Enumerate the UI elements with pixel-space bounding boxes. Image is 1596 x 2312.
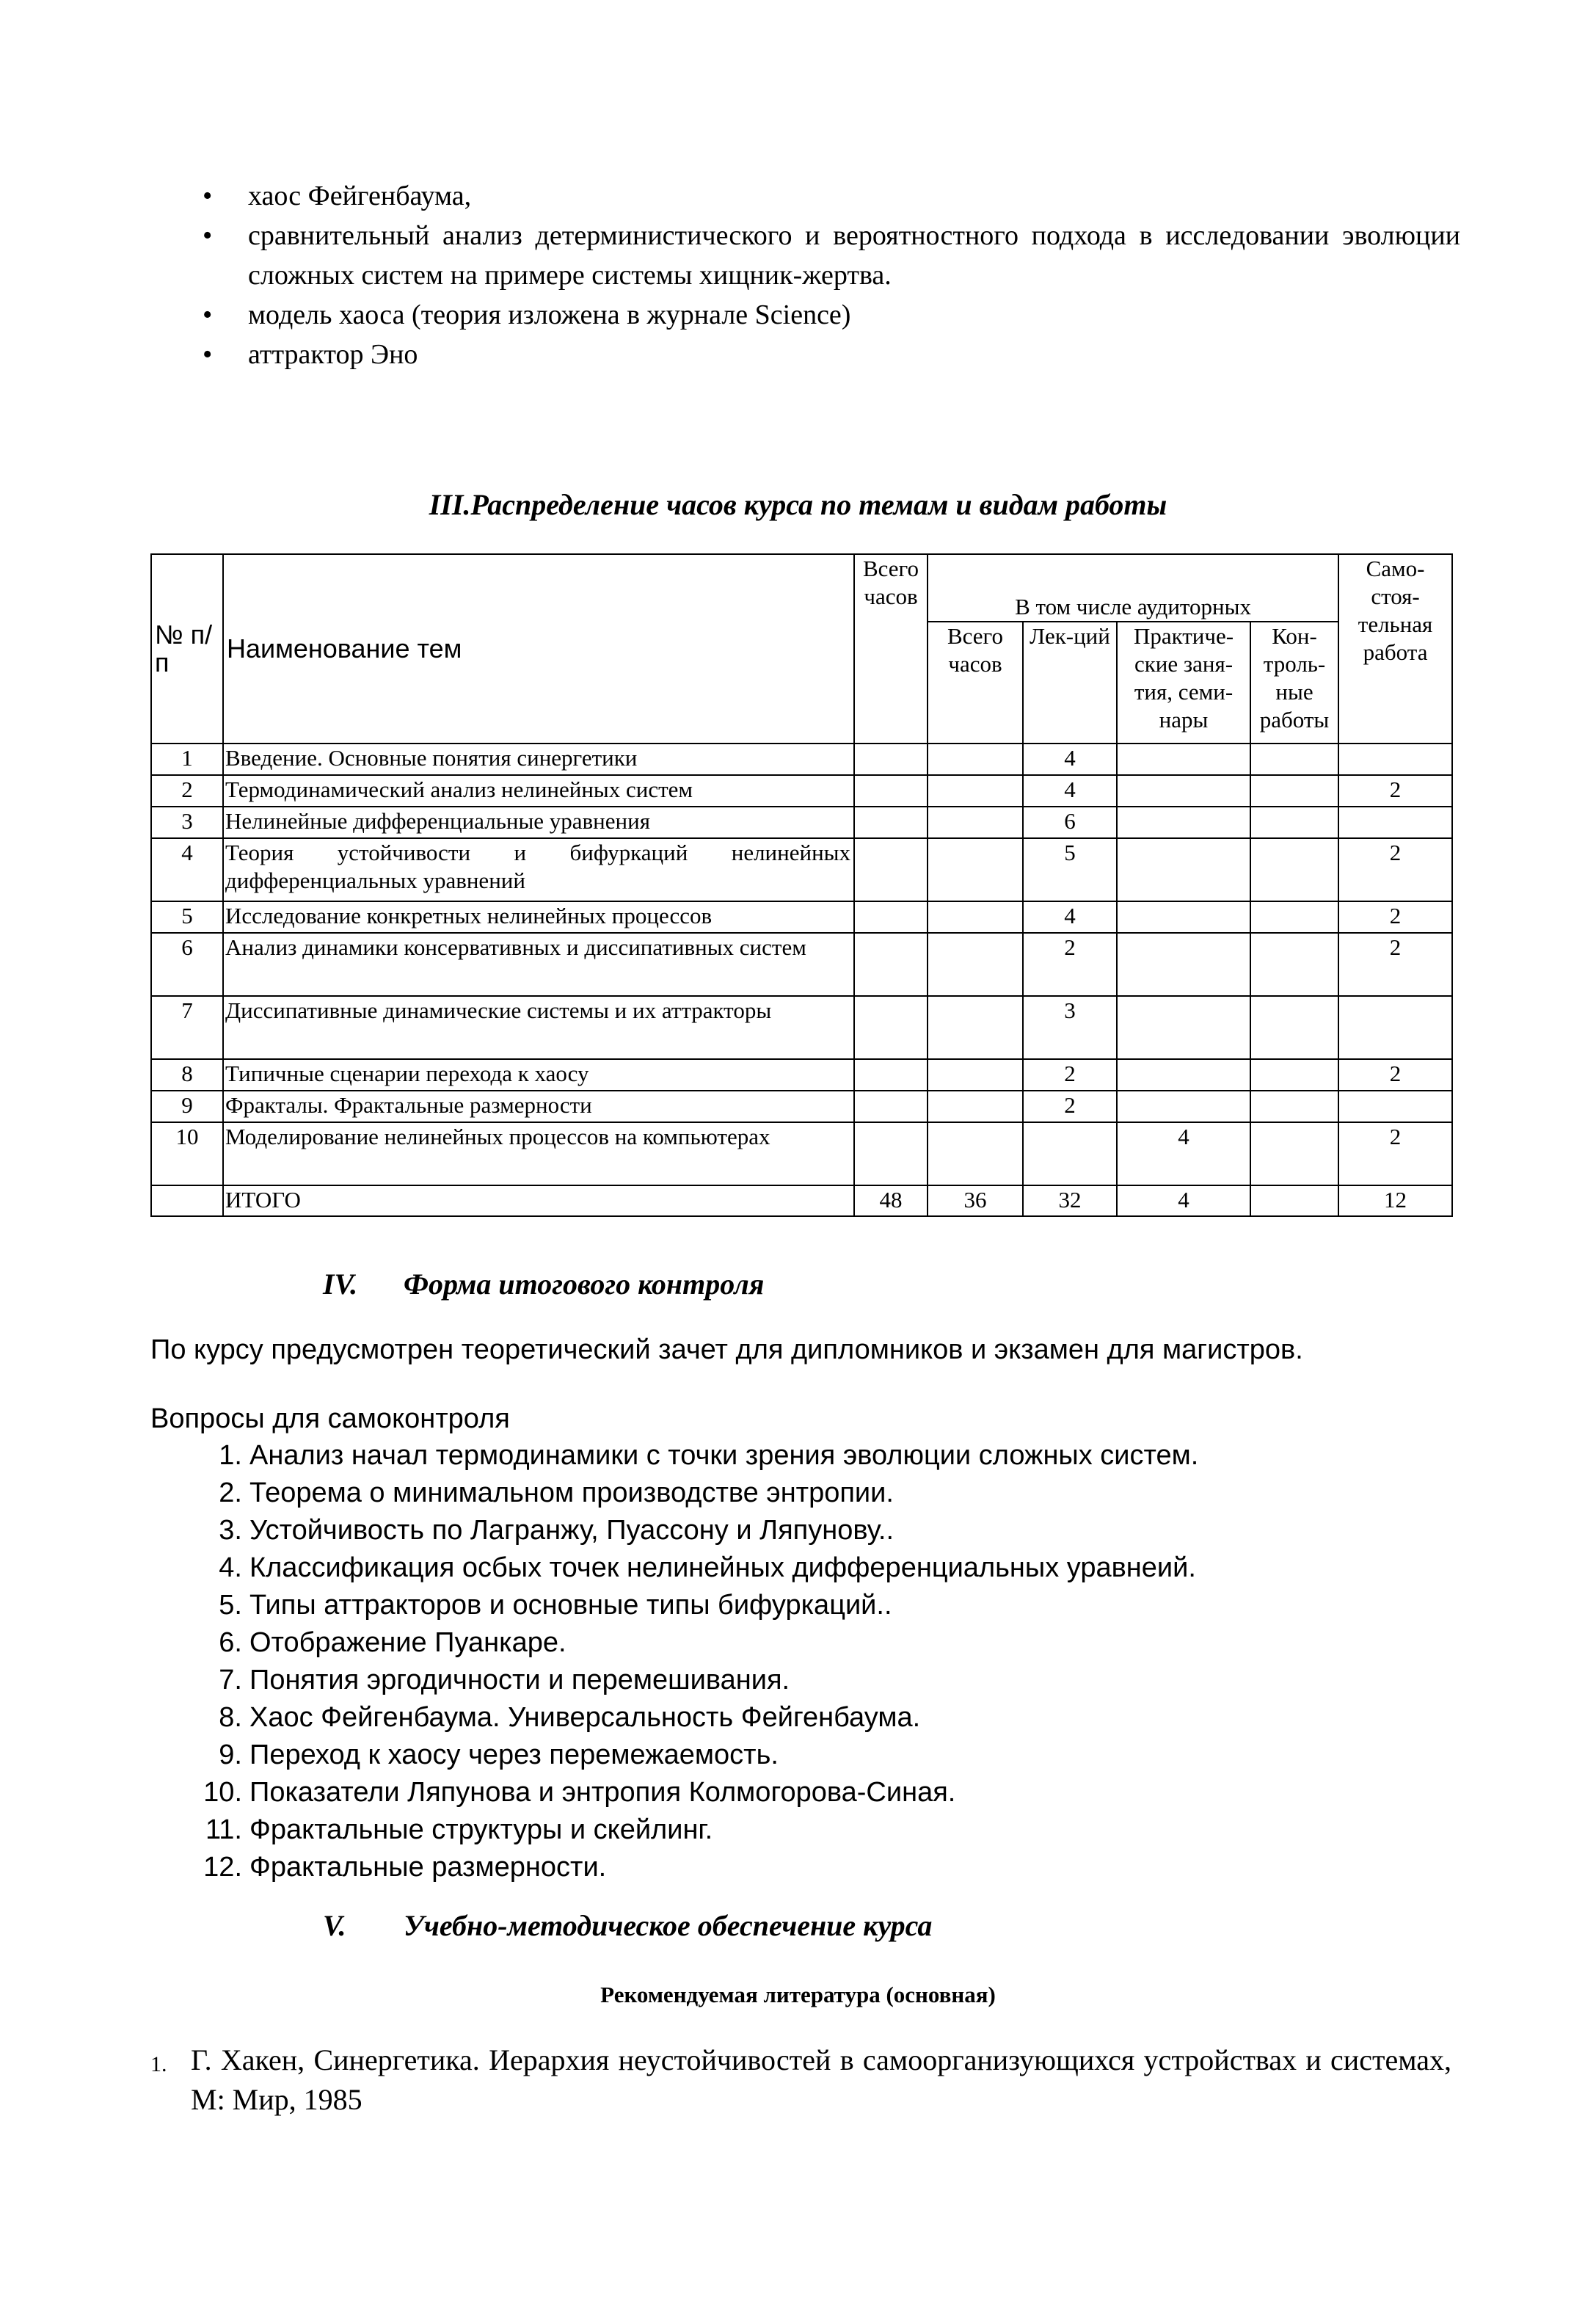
cell-total bbox=[854, 933, 928, 996]
question-number: 4. bbox=[219, 1552, 242, 1583]
cell-total bbox=[854, 775, 928, 807]
question-number: 3. bbox=[219, 1515, 242, 1546]
cell-ctrl bbox=[1250, 1091, 1338, 1122]
question-text: Типы аттракторов и основные типы бифуркаций.. bbox=[249, 1590, 892, 1621]
cell-total bbox=[854, 1122, 928, 1185]
cell-name: Диссипативные динамические системы и их аттракторы bbox=[223, 996, 854, 1059]
section-5-title: Учебно-методическое обеспечение курса bbox=[404, 1909, 933, 1942]
bullet-list bbox=[198, 176, 1460, 374]
cell-name: Типичные сценарии перехода к хаосу bbox=[223, 1059, 854, 1091]
reference-number: 1. bbox=[150, 2052, 167, 2076]
question-number: 5. bbox=[219, 1590, 242, 1621]
cell-aud bbox=[928, 996, 1023, 1059]
header-aud-total: Всего часов bbox=[928, 622, 1023, 744]
cell-self: 12 bbox=[1338, 1185, 1452, 1216]
cell-aud bbox=[928, 838, 1023, 901]
question-number: 11. bbox=[205, 1814, 242, 1845]
cell-num: 8 bbox=[151, 1059, 223, 1091]
table-row bbox=[151, 996, 1452, 1059]
cell-self: 2 bbox=[1338, 775, 1452, 807]
question-text: Отображение Пуанкаре. bbox=[249, 1627, 566, 1658]
bullet-item: • сравнительный анализ детерминистического и вероятностного подхода в исследовании эволюции сложных систем на примере системы хищник-жертва. bbox=[198, 216, 1460, 295]
cell-ctrl bbox=[1250, 901, 1338, 933]
cell-aud bbox=[928, 1059, 1023, 1091]
cell-name: Исследование конкретных нелинейных процессов bbox=[223, 901, 854, 933]
cell-self bbox=[1338, 1091, 1452, 1122]
cell-lec: 2 bbox=[1023, 1059, 1117, 1091]
list-item bbox=[198, 1437, 1198, 1475]
question-text: Классификация осбых точек нелинейных дифференциальных уравнеий. bbox=[249, 1552, 1196, 1583]
cell-aud bbox=[928, 744, 1023, 775]
cell-total bbox=[854, 901, 928, 933]
cell-aud: 36 bbox=[928, 1185, 1023, 1216]
cell-num: 6 bbox=[151, 933, 223, 996]
cell-name: ИТОГО bbox=[223, 1185, 854, 1216]
cell-num: 1 bbox=[151, 744, 223, 775]
cell-name: Введение. Основные понятия синергетики bbox=[223, 744, 854, 775]
list-item bbox=[198, 1587, 1198, 1624]
list-item bbox=[198, 1624, 1198, 1662]
cell-lec: 6 bbox=[1023, 807, 1117, 838]
cell-prac bbox=[1117, 1091, 1250, 1122]
table-row bbox=[151, 933, 1452, 996]
list-item bbox=[198, 1549, 1198, 1587]
cell-ctrl bbox=[1250, 1185, 1338, 1216]
header-lectures: Лек-ций bbox=[1023, 622, 1117, 744]
list-item bbox=[198, 1737, 1198, 1774]
cell-name: Нелинейные дифференциальные уравнения bbox=[223, 807, 854, 838]
cell-total: 48 bbox=[854, 1185, 928, 1216]
list-item bbox=[198, 1849, 1198, 1886]
table-row bbox=[151, 1091, 1452, 1122]
cell-total bbox=[854, 1091, 928, 1122]
question-text: Понятия эргодичности и перемешивания. bbox=[249, 1665, 790, 1695]
bullet-item: • аттрактор Эно bbox=[198, 335, 1460, 374]
cell-num: 2 bbox=[151, 775, 223, 807]
cell-ctrl bbox=[1250, 996, 1338, 1059]
cell-prac bbox=[1117, 744, 1250, 775]
cell-total bbox=[854, 744, 928, 775]
cell-self: 2 bbox=[1338, 901, 1452, 933]
table-row bbox=[151, 744, 1452, 775]
question-text: Переход к хаосу через перемежаемость. bbox=[249, 1740, 779, 1770]
section-3-title: III.Распределение часов курса по темам и видам работы bbox=[429, 488, 1167, 521]
question-number: 6. bbox=[219, 1627, 242, 1658]
cell-aud bbox=[928, 933, 1023, 996]
section-4-title: Форма итогового контроля bbox=[404, 1268, 765, 1301]
cell-prac bbox=[1117, 933, 1250, 996]
table-row bbox=[151, 1122, 1452, 1185]
cell-prac bbox=[1117, 807, 1250, 838]
cell-self: 2 bbox=[1338, 933, 1452, 996]
cell-name: Анализ динамики консервативных и диссипативных систем bbox=[223, 933, 854, 996]
header-control: Кон-троль-ные работы bbox=[1250, 622, 1338, 744]
list-item bbox=[198, 1662, 1198, 1699]
list-item bbox=[198, 1475, 1198, 1512]
header-name: Наименование тем bbox=[223, 554, 854, 744]
bullet-item: • хаос Фейгенбаума, bbox=[198, 176, 1460, 216]
table-row bbox=[151, 775, 1452, 807]
bullet-item: • модель хаоса (теория изложена в журнале Science) bbox=[198, 295, 1460, 335]
cell-prac bbox=[1117, 838, 1250, 901]
question-text: Хаос Фейгенбаума. Универсальность Фейгенбаума. bbox=[249, 1702, 921, 1733]
cell-prac bbox=[1117, 1059, 1250, 1091]
cell-name: Теория устойчивости и бифуркаций нелинейных дифференциальных уравнений bbox=[223, 838, 854, 901]
cell-ctrl bbox=[1250, 838, 1338, 901]
cell-ctrl bbox=[1250, 775, 1338, 807]
cell-num: 7 bbox=[151, 996, 223, 1059]
reference-item bbox=[150, 2040, 1451, 2120]
total-row bbox=[151, 1185, 1452, 1216]
question-number: 12. bbox=[203, 1852, 242, 1883]
cell-lec bbox=[1023, 1122, 1117, 1185]
table-row bbox=[151, 807, 1452, 838]
reference-text: Г. Хакен, Синергетика. Иерархия неустойчивостей в самоорганизующихся устройствах и системах, М: Мир, 1985 bbox=[191, 2043, 1451, 2116]
question-text: Устойчивость по Лагранжу, Пуассону и Ляпунову.. bbox=[249, 1515, 894, 1546]
cell-total bbox=[854, 1059, 928, 1091]
cell-lec: 2 bbox=[1023, 933, 1117, 996]
table-row bbox=[151, 901, 1452, 933]
cell-lec: 2 bbox=[1023, 1091, 1117, 1122]
cell-self: 2 bbox=[1338, 1059, 1452, 1091]
question-number: 10. bbox=[203, 1777, 242, 1808]
cell-ctrl bbox=[1250, 744, 1338, 775]
cell-total bbox=[854, 996, 928, 1059]
cell-total bbox=[854, 807, 928, 838]
literature-title: Рекомендуемая литература (основная) bbox=[600, 1982, 996, 2007]
cell-aud bbox=[928, 1122, 1023, 1185]
header-practice: Практиче-ские заня-тия, семи-нары bbox=[1117, 622, 1250, 744]
cell-prac bbox=[1117, 775, 1250, 807]
cell-lec: 4 bbox=[1023, 744, 1117, 775]
cell-name: Фракталы. Фрактальные размерности bbox=[223, 1091, 854, 1122]
cell-ctrl bbox=[1250, 807, 1338, 838]
cell-aud bbox=[928, 1091, 1023, 1122]
cell-name: Моделирование нелинейных процессов на компьютерах bbox=[223, 1122, 854, 1185]
cell-self bbox=[1338, 744, 1452, 775]
question-text: Показатели Ляпунова и энтропия Колмогорова-Синая. bbox=[249, 1777, 956, 1808]
cell-lec: 4 bbox=[1023, 901, 1117, 933]
cell-prac bbox=[1117, 901, 1250, 933]
question-text: Теорема о минимальном производстве энтропии. bbox=[249, 1477, 894, 1508]
section-4-number: IV. bbox=[323, 1268, 358, 1301]
header-num: № п/п bbox=[151, 554, 223, 744]
cell-self: 2 bbox=[1338, 1122, 1452, 1185]
question-text: Фрактальные структуры и скейлинг. bbox=[249, 1814, 713, 1845]
cell-lec: 5 bbox=[1023, 838, 1117, 901]
cell-num: 4 bbox=[151, 838, 223, 901]
cell-num: 9 bbox=[151, 1091, 223, 1122]
question-text: Анализ начал термодинамики с точки зрения эволюции сложных систем. bbox=[249, 1440, 1199, 1471]
cell-num: 10 bbox=[151, 1122, 223, 1185]
list-item bbox=[198, 1774, 1198, 1811]
question-number: 8. bbox=[219, 1702, 242, 1733]
exam-text: По курсу предусмотрен теоретический зачет для дипломников и экзамен для магистров. bbox=[150, 1334, 1303, 1365]
cell-ctrl bbox=[1250, 1122, 1338, 1185]
cell-prac bbox=[1117, 996, 1250, 1059]
cell-self bbox=[1338, 807, 1452, 838]
cell-self bbox=[1338, 996, 1452, 1059]
cell-ctrl bbox=[1250, 1059, 1338, 1091]
cell-aud bbox=[928, 901, 1023, 933]
question-number: 2. bbox=[219, 1477, 242, 1508]
hours-table bbox=[150, 553, 1453, 1217]
header-total: Всего часов bbox=[854, 554, 928, 744]
cell-name: Термодинамический анализ нелинейных систем bbox=[223, 775, 854, 807]
cell-prac: 4 bbox=[1117, 1122, 1250, 1185]
question-number: 9. bbox=[219, 1740, 242, 1770]
cell-ctrl bbox=[1250, 933, 1338, 996]
cell-self: 2 bbox=[1338, 838, 1452, 901]
questions-list bbox=[198, 1437, 1198, 1886]
cell-lec: 32 bbox=[1023, 1185, 1117, 1216]
list-item bbox=[198, 1811, 1198, 1849]
cell-num: 5 bbox=[151, 901, 223, 933]
table-row bbox=[151, 1059, 1452, 1091]
cell-num: 3 bbox=[151, 807, 223, 838]
cell-total bbox=[854, 838, 928, 901]
cell-num bbox=[151, 1185, 223, 1216]
question-text: Фрактальные размерности. bbox=[249, 1852, 607, 1883]
question-number: 7. bbox=[219, 1665, 242, 1695]
list-item bbox=[198, 1699, 1198, 1737]
section-5-number: V. bbox=[323, 1909, 346, 1942]
cell-aud bbox=[928, 807, 1023, 838]
header-auditorium: В том числе аудиторных bbox=[928, 554, 1338, 622]
table-row bbox=[151, 838, 1452, 901]
cell-lec: 4 bbox=[1023, 775, 1117, 807]
table-body bbox=[151, 744, 1452, 1185]
cell-aud bbox=[928, 775, 1023, 807]
question-number: 1. bbox=[219, 1440, 242, 1471]
cell-lec: 3 bbox=[1023, 996, 1117, 1059]
header-self: Само-стоя-тельная работа bbox=[1338, 554, 1452, 744]
questions-title: Вопросы для самоконтроля bbox=[150, 1403, 510, 1434]
cell-prac: 4 bbox=[1117, 1185, 1250, 1216]
list-item bbox=[198, 1512, 1198, 1549]
